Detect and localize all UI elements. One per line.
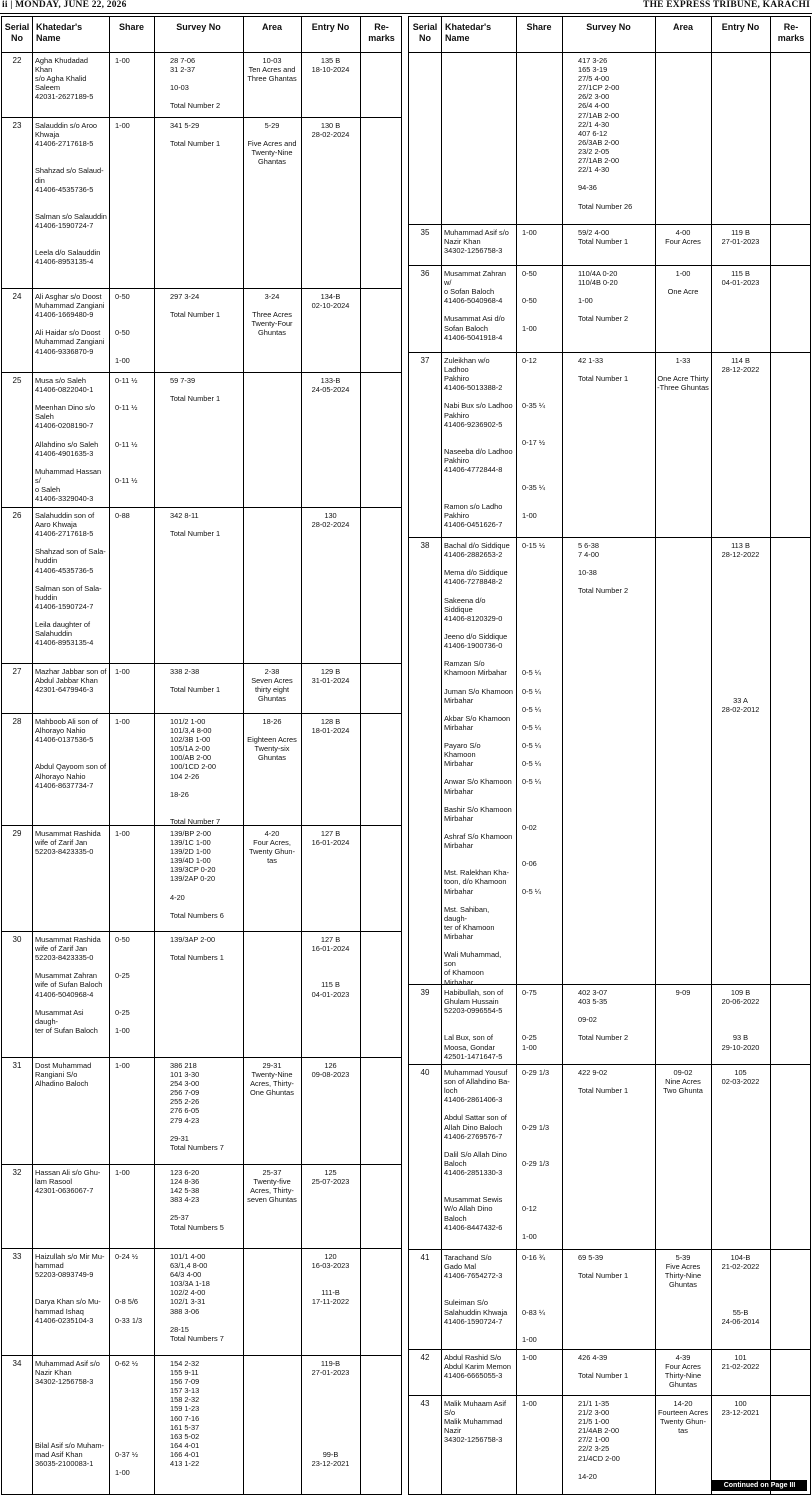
cell-share: 0-50 0-25 0-25 1-00 [115,935,130,1035]
cell-area [655,52,711,56]
cell-serial: 25 [12,376,22,385]
table-row [2,713,401,825]
cell-area: 14-20 Fourteen Acres Twenty Ghun- tas [657,1399,709,1436]
cell-area [655,537,711,541]
cell-area: 18-26 Eighteen Acres Twenty-six Ghuntas [247,717,297,763]
cell-name: Bachal d/o Siddique 41406-2882653-2 Mema d/o Siddique 41406-7278848-2 Sakeena d/o Siddique 41406-8120329-0 Jeeno d/o Siddique 41406-1900736-0 Ramzan S/o Khamoon Mirbahar Juman S/o Khamoon Mirbahar Akbar S/o Khamoon Mirbahar Payaro S/o Khamoon Mirbahar Anwar S/o Khamoon Mirbahar Bashir S/o Khamoon Mirbahar Ashraf S/o Khamoon Mirbahar Mst. Ralekhan Kha- toon, d/o Khamoon Mirbahar Mst. Sahiban, daugh- ter of Khamoon Mirbahar Wali Muhammad, son of Khamoon Mirbahar [444,541,514,987]
cell-serial: 27 [12,667,22,676]
cell-survey: 426 4-39 Total Number 1 [578,1353,629,1381]
cell-serial: 30 [12,935,22,944]
table-row [409,984,810,1064]
cell-survey: 342 8-11 Total Number 1 [170,511,221,539]
cell-survey: 21/1 1-35 21/2 3-00 21/5 1-00 21/4AB 2-00 27/2 1-00 22/2 3-25 21/4CD 2-00 14-20 [578,1399,620,1481]
cell-serial: 40 [420,1068,430,1077]
column-header-name: Khatedar's Name [36,22,83,43]
cell-area: 5-29 Five Acres and Twenty-Nine Ghantas [247,121,297,167]
cell-share: 0-62 ½ 0-37 ½ 1-00 [115,1359,139,1478]
cell-name: Salauddin s/o Aroo Khwaja 41406-2717618-5 Shahzad s/o Salaud- din 41406-4535736-5 Salman s/o Salauddin 41406-1590724-7 Leela d/o Salauddin 41406-8953135-4 [35,121,107,267]
cell-share: 1-00 [115,667,130,676]
left-table [1,16,402,1495]
cell-name: Haizullah s/o Mir Mu- hammad 52203-0893749-9 Darya Khan s/o Mu- hammad Ishaq 41406-0235104-3 [35,1252,105,1325]
cell-share: 0-29 1/3 0-29 1/3 0-29 1/3 0-12 1-00 [522,1068,550,1241]
cell-entry: 127 B 16-01-2024 [311,829,350,848]
cell-share: 0-75 0-25 1-00 [522,988,537,1052]
cell-survey: 101/2 1-00 101/3,4 8-00 102/3B 1-00 105/1A 2-00 100/AB 2-00 100/1CD 2-00 104 2-26 18-26 Total Number 7 [170,717,221,827]
cell-entry: 128 B 18-01-2024 [311,717,350,736]
cell-share: 1-00 [522,228,537,237]
column-header-survey: Survey No [176,22,221,32]
cell-serial: 32 [12,1168,22,1177]
column-header-name: Khatedar's Name [445,22,492,43]
column-header-area: Area [672,22,693,32]
cell-area: 4-39 Four Acres Thirty-Nine Ghuntas [664,1353,702,1390]
cell-entry: 114 B 28-12-2022 [721,356,760,375]
cell-area [243,931,301,935]
cell-survey: 417 3-26 165 3-19 27/5 4-00 27/1CP 2-00 26/2 3-00 26/4 4-00 27/1AB 2-00 22/1 4-30 407 6-12 26/3AB 2-00 23/2 2-05 27/1AB 2-00 22/1 4-30 94-36 Total Number 26 [578,56,633,211]
cell-entry: 129 B 31-01-2024 [311,667,350,686]
cell-entry: 125 25-07-2023 [311,1168,350,1187]
cell-serial: 37 [420,356,430,365]
cell-share: 0-11 ½ 0-11 ½ 0-11 ½ 0-11 ½ [115,376,138,486]
cell-serial: 24 [12,292,22,301]
cell-name: Muhammad Asif s/o Nazir Khan 34302-1256758-3 [444,228,509,256]
column-header-serial: Serial No [4,22,30,43]
page-date-line: ii | MONDAY, JUNE 22, 2026 [2,0,127,10]
column-header-serial: Serial No [412,22,438,43]
table-row [2,507,401,663]
cell-name: Musammat Zahran w/ o Sofan Baloch 41406-5040968-4 Musammat Asi d/o Sofan Baloch 41406-5041918-4 [444,269,507,342]
cell-serial: 38 [420,541,430,550]
table-row [2,931,401,1057]
cell-survey: 139/3AP 2-00 Total Numbers 1 [170,935,224,963]
column-header-share: Share [118,22,144,32]
cell-entry: 113 B 28-12-2022 33 A 28-02-2012 [721,541,760,714]
cell-share: 0-24 ½ 0-8 5/6 0-33 1/3 [115,1252,143,1325]
cell-serial: 22 [12,56,22,65]
cell-serial: 39 [420,988,430,997]
cell-area [243,507,301,511]
cell-entry: 127 B 16-01-2024 115 B 04-01-2023 [311,935,350,999]
cell-share: 1-00 [522,1399,537,1408]
cell-survey: 42 1-33 Total Number 1 [578,356,629,384]
table-row [2,825,401,931]
cell-survey: 69 5-39 Total Number 1 [578,1253,629,1281]
cell-survey: 5 6-38 7 4-00 10-38 Total Number 2 [578,541,629,596]
cell-share: 0-50 0-50 1-00 [115,292,130,365]
cell-entry: 120 16-03-2023 111-B 17-11-2022 [311,1252,350,1307]
cell-area: 5-39 Five Acres Thirty-Nine Ghuntas [664,1253,702,1290]
cell-share: 0-15 ½ 0-5 ¼ 0-5 ¼ 0-5 ¼ 0-5 ¼ 0-5 ¼ 0-5 ¼ 0-5 ¼ 0-02 0-06 0-5 ¼ [522,541,546,896]
cell-share: 0-16 ¾ 0-83 ¼ 1-00 [522,1253,546,1344]
cell-survey: 297 3-24 Total Number 1 [170,292,221,320]
table-row [409,265,810,352]
table-row [2,663,401,713]
cell-entry: 126 09-08-2023 [311,1061,350,1080]
cell-serial: 43 [420,1399,430,1408]
cell-entry: 119 B 27-01-2023 [721,228,760,247]
cell-entry: 101 21-02-2022 [721,1353,760,1372]
cell-survey: 422 9-02 Total Number 1 [578,1068,629,1096]
cell-name: Habibullah, son of Ghulam Hussain 52203-0996554-5 Lal Bux, son of Moosa, Gondar 42501-1471647-5 [444,988,504,1061]
cell-survey: 402 3-07 403 5-35 09-02 Total Number 2 [578,988,629,1043]
cell-name: Zuleikhan w/o Ladhoo Pakhiro 41406-5013388-2 Nabi Bux s/o Ladhoo Pakhiro 41406-9236902-5 Naseeba d/o Ladhoo Pakhiro 41406-4772844-8 Ramon s/o Ladho Pakhiro 41406-0451626-7 [444,356,513,529]
cell-survey: 386 218 101 3-30 254 3-00 256 7-09 255 2-26 276 6-05 279 4-23 29-31 Total Numbers 7 [170,1061,224,1152]
cell-survey: 123 6-20 124 8-36 142 5-38 383 4-23 25-37 Total Numbers 5 [170,1168,224,1232]
cell-entry: 104-B 21-02-2022 55-B 24-06-2014 [721,1253,760,1326]
cell-name: Abdul Rashid S/o Abdul Karim Memon 41406-6665055-3 [444,1353,511,1381]
table-row [2,372,401,507]
cell-area [243,1248,301,1252]
table-row [409,52,810,224]
cell-entry: 130 28-02-2024 [311,511,350,530]
cell-area: 29-31 Twenty-Nine Acres, Thirty- One Ghuntas [250,1061,294,1098]
cell-entry: 115 B 04-01-2023 [721,269,760,288]
cell-entry: 130 B 28-02-2024 [311,121,350,140]
column-header-share: Share [526,22,552,32]
table-row [2,52,401,117]
cell-survey: 154 2-32 155 9-11 156 7-09 157 3-13 158 2-32 159 1-23 160 7-16 161 5-37 163 5-02 164 4-01 166 4-01 413 1-22 [170,1359,200,1469]
cell-survey: 110/4A 0-20 110/4B 0-20 1-00 Total Number 2 [578,269,629,324]
cell-name: Malik Muhaam Asif S/o Malik Muhammad Nazir 34302-1256758-3 [444,1399,507,1445]
cell-area: 9-09 [675,988,691,997]
cell-area: 1-00 One Acre [667,269,699,297]
cell-area: 3-24 Three Acres Twenty-Four Ghuntas [251,292,293,338]
cell-share: 1-00 [115,1061,130,1070]
table-row [2,1057,401,1164]
cell-share: 1-00 [115,717,130,726]
cell-survey: 59/2 4-00 Total Number 1 [578,228,629,247]
cell-share: 0-12 0-35 ¼ 0-17 ½ 0-35 ¼ 1-00 [522,356,546,520]
column-header-area: Area [261,22,282,32]
table-row [409,352,810,537]
cell-entry: 109 B 20-06-2022 93 B 29-10-2020 [721,988,760,1052]
cell-serial: 23 [12,121,22,130]
cell-name: Ali Asghar s/o Doost Muhammad Zangiani 41406-1669480-9 Ali Haidar s/o Doost Muhammad Zangiani 41406-9336870-9 [35,292,105,356]
cell-name: Mahboob Ali son of Alhorayo Nahio 41406-0137536-5 Abdul Qayoom son of Alhorayo Nahio 41406-8637734-7 [35,717,107,790]
cell-serial: 29 [12,829,22,838]
cell-area: 25-37 Twenty-five Acres, Thirty- seven Ghuntas [247,1168,297,1205]
cell-name: Dost Muhammad Rangiani S/o Alhadino Baloch [35,1061,92,1089]
cell-entry: 119-B 27-01-2023 99-B 23-12-2021 [311,1359,350,1469]
cell-name: Mazhar Jabbar son of Abdul Jabbar Khan 42301-6479946-3 [35,667,107,695]
cell-share: 1-00 [115,1168,130,1177]
cell-serial: 41 [420,1253,430,1262]
cell-entry: 135 B 18-10-2024 [311,56,350,75]
cell-name: Salahuddin son of Aaro Khwaja 41406-2717618-5 Shahzad son of Sala- huddin 41406-4535736-5 Salman son of Sala- huddin 41406-1590724-7 Leila daughter of Salahuddin 41406-8953135-4 [35,511,106,648]
cell-share: 1-00 [115,829,130,838]
cell-entry: 133-B 24-05-2024 [311,376,350,395]
cell-name: Tarachand S/o Gado Mal 41406-7654272-3 Suleiman S/o Salahuddin Khwaja 41406-1590724-7 [444,1253,508,1326]
cell-serial [409,52,441,56]
column-header-remarks: Re- marks [777,22,805,43]
cell-entry: 100 23-12-2021 [721,1399,760,1418]
cell-serial: 33 [12,1252,22,1261]
column-header-survey: Survey No [586,22,631,32]
cell-area [243,372,301,376]
table-row [2,117,401,288]
table-row [2,1355,401,1495]
table-row [2,1248,401,1355]
cell-area: 2-38 Seven Acres thirty eight Ghuntas [251,667,293,704]
table-row [409,1064,810,1249]
cell-survey: 139/BP 2-00 139/1C 1-00 139/2D 1-00 139/4D 1-00 139/3CP 0-20 139/2AP 0-20 4-20 Total Numbers 6 [170,829,224,920]
column-header-entry: Entry No [311,22,350,32]
cell-area [243,1355,301,1359]
cell-serial: 42 [420,1353,430,1362]
cell-share: 1-00 [522,1353,537,1362]
cell-name: Muhammad Asif s/o Nazir Khan 34302-1256758-3 Bilal Asif s/o Muham- mad Asif Khan 36035-2100083-1 [35,1359,105,1469]
cell-serial: 31 [12,1061,22,1070]
cell-share: 0-50 0-50 1-00 [522,269,537,333]
cell-survey: 28 7-06 31 2-37 10-03 Total Number 2 [170,56,221,111]
table-row [409,224,810,265]
cell-serial: 26 [12,511,22,520]
cell-area: 09-02 Nine Acres Two Ghunta [663,1068,703,1096]
cell-area: 1-33 One Acre Thirty -Three Ghuntas [657,356,709,393]
cell-survey: 101/1 4-00 63/1,4 8-00 64/3 4-00 103/3A 1-18 102/2 4-00 102/1 3-31 388 3-06 28-15 Total Numbers 7 [170,1252,224,1343]
table-row [409,537,810,987]
column-header-entry: Entry No [721,22,760,32]
cell-share: 1-00 [115,121,130,130]
cell-area: 4-00 Four Acres [665,228,701,247]
cell-survey: 59 7-39 Total Number 1 [170,376,221,404]
cell-entry: 105 02-03-2022 [721,1068,760,1087]
cell-entry [711,52,770,56]
cell-survey: 338 2-38 Total Number 1 [170,667,221,695]
cell-survey: 341 5-29 Total Number 1 [170,121,221,149]
table-row [2,288,401,372]
newspaper-name: THE EXPRESS TRIBUNE, KARACHI [643,0,810,10]
cell-name: Musa s/o Saleh 41406-0822040-1 Meenhan Dino s/o Saleh 41406-0208190-7 Allahdino s/o Saleh 41406-4901635-3 Muhammad Hassan s/ o Saleh 41406-3329040-3 [35,376,102,504]
cell-area: 4-20 Four Acres, Twenty Ghun- tas [248,829,295,866]
cell-share [516,52,562,56]
cell-entry: 134-B 02-10-2024 [311,292,350,311]
cell-serial: 35 [420,228,430,237]
cell-serial: 36 [420,269,430,278]
cell-name: Agha Khudadad Khan s/o Agha Khalid Saleem 42031-2627189-5 [35,56,94,102]
continued-label: Continued on Page III [712,1480,807,1491]
cell-name: Muhammad Yousuf son of Allahdino Ba- loch 41406-2861406-3 Abdul Sattar son of Allah Dino Baloch 41406-2769576-7 Dalil S/o Allah Dino Baloch 41406-2851330-3 Musammat Sewis W/o Allah Dino Baloch 41406-8447432-6 [444,1068,510,1232]
table-row [2,1164,401,1248]
cell-name: Hassan Ali s/o Ghu- lam Rasool 42301-0636067-7 [35,1168,101,1196]
table-row [409,1249,810,1349]
cell-serial: 34 [12,1359,22,1368]
cell-name: Musammat Rashida wife of Zarif Jan 52203-8423335-0 Musammat Zahran wife of Sufan Baloch 41406-5040968-4 Musammat Asi daugh- ter of Sufan Baloch [35,935,103,1035]
cell-share: 1-00 [115,56,130,65]
page-header [0,0,812,14]
cell-name: Musammat Rashida wife of Zarif Jan 52203-8423335-0 [35,829,101,857]
table-row [409,1349,810,1395]
cell-area: 10-03 Ten Acres and Three Ghantas [247,56,297,84]
cell-name [441,52,516,56]
cell-share: 0-88 [115,511,130,520]
column-header-remarks: Re- marks [368,22,395,43]
right-table [408,16,811,1495]
cell-serial: 28 [12,717,22,726]
